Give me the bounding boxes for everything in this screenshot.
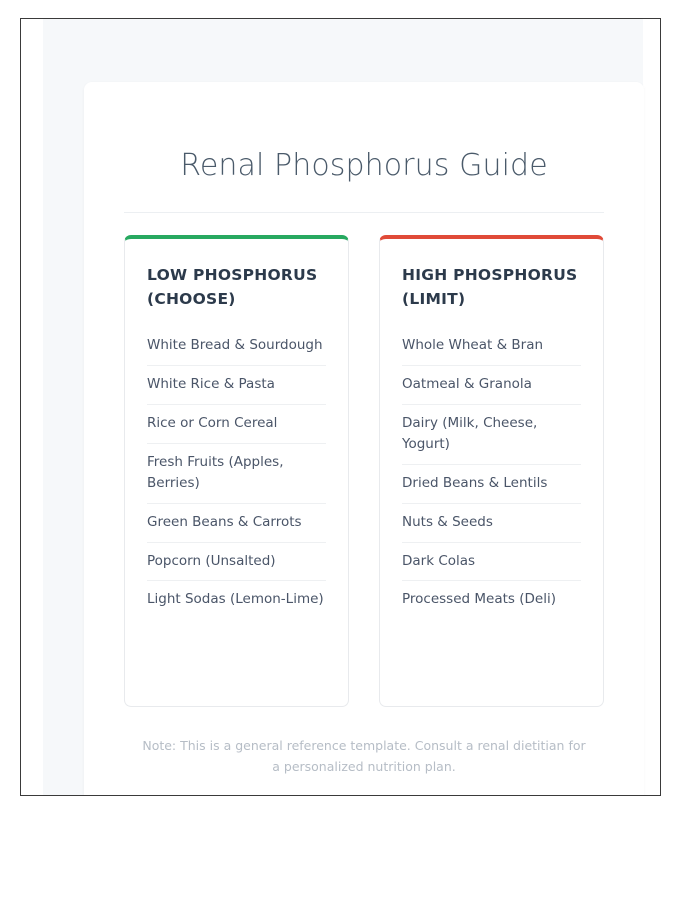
high-phosphorus-list	[402, 327, 581, 619]
phosphorus-columns	[84, 213, 644, 707]
list-item: Green Beans & Carrots	[147, 504, 326, 543]
list-item: Popcorn (Unsalted)	[147, 543, 326, 582]
list-item: White Bread & Sourdough	[147, 327, 326, 366]
page-title: Renal Phosphorus Guide	[180, 148, 548, 183]
list-item: Nuts & Seeds	[402, 504, 581, 543]
high-phosphorus-column	[379, 235, 604, 707]
low-phosphorus-heading: LOW PHOSPHORUS (CHOOSE)	[147, 266, 318, 309]
guide-card	[84, 82, 644, 796]
list-item: Whole Wheat & Bran	[402, 327, 581, 366]
list-item: Processed Meats (Deli)	[402, 591, 556, 608]
low-phosphorus-list	[147, 327, 326, 619]
list-item: Fresh Fruits (Apples, Berries)	[147, 444, 326, 504]
list-item: Oatmeal & Granola	[402, 366, 581, 405]
high-phosphorus-heading: HIGH PHOSPHORUS (LIMIT)	[402, 266, 578, 309]
list-item: Light Sodas (Lemon-Lime)	[147, 591, 324, 608]
list-item: Dried Beans & Lentils	[402, 465, 581, 504]
disclaimer-note: Note: This is a general reference template. Consult a renal dietitian for a personalized nutrition plan.	[142, 738, 586, 774]
low-phosphorus-column	[124, 235, 349, 707]
list-item: Rice or Corn Cereal	[147, 405, 326, 444]
page-background	[43, 19, 643, 796]
list-item: Dark Colas	[402, 543, 581, 582]
browser-viewport	[20, 18, 661, 796]
list-item: Dairy (Milk, Cheese, Yogurt)	[402, 405, 581, 465]
list-item: White Rice & Pasta	[147, 366, 326, 405]
